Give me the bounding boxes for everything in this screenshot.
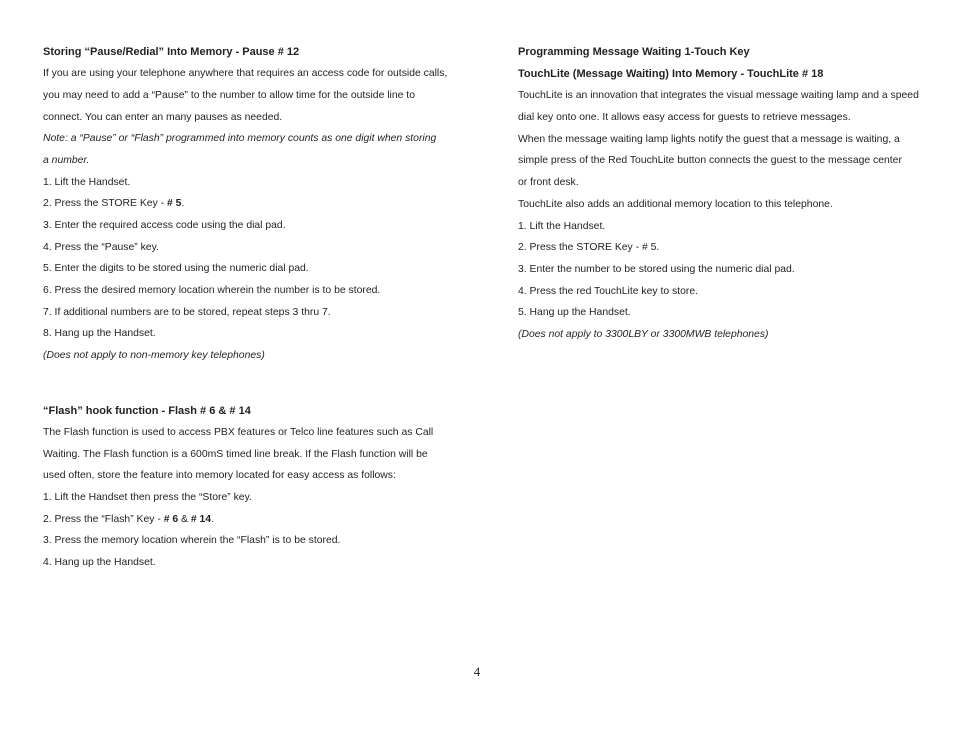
flash-step-2-suffix: . [211,513,214,525]
left-column [43,41,463,574]
flash-step-3: 3. Press the memory location wherein the “Flash” is to be stored. [43,535,341,547]
touchlite-step-1: 1. Lift the Handset. [518,220,606,232]
pause-step-1: 1. Lift the Handset. [43,176,131,188]
pause-intro-line-2: you may need to add a “Pause” to the number to allow time for the outside line to [43,89,415,101]
flash-intro-line-2: Waiting. The Flash function is a 600mS timed line break. If the Flash function will be [43,448,428,460]
flash-step-4: 4. Hang up the Handset. [43,557,156,569]
section-spacer [43,367,463,400]
flash-intro-line-3: used often, store the feature into memory located for easy access as follows: [43,470,396,482]
pause-step-2-prefix: 2. Press the STORE Key - [43,198,167,210]
pause-step-7: 7. If additional numbers are to be stored, repeat steps 3 thru 7. [43,306,331,318]
pause-step-2 [43,193,463,215]
touchlite-step-2: 2. Press the STORE Key - # 5. [518,242,660,254]
pause-step-5: 5. Enter the digits to be stored using the numeric dial pad. [43,263,309,275]
touchlite-step-5: 5. Hang up the Handset. [518,307,631,319]
right-column [518,41,918,346]
page-number: 4 [473,664,481,679]
touchlite-heading-2: TouchLite (Message Waiting) Into Memory - TouchLite # 18 [518,68,824,81]
touchlite-footnote: (Does not apply to 3300LBY or 3300MWB telephones) [518,328,769,340]
touchlite-step-4: 4. Press the red TouchLite key to store. [518,285,699,297]
pause-step-3: 3. Enter the required access code using the dial pad. [43,220,286,231]
touchlite-body-line-3: When the message waiting lamp lights notify the guest that a message is waiting, a [518,133,900,145]
pause-step-2-suffix: . [181,198,185,210]
pause-section-heading: Storing “Pause/Redial” Into Memory - Pause # 12 [43,46,300,58]
pause-step-8: 8. Hang up the Handset. [43,328,156,340]
flash-step-2-key-1: # 6 [163,513,179,525]
touchlite-body-line-2: dial key onto one. It allows easy access for guests to retrieve messages. [518,112,851,124]
pause-step-6: 6. Press the desired memory location wherein the number is to be stored. [43,285,381,297]
flash-step-2-prefix: 2. Press the “Flash” Key - [43,513,164,525]
touchlite-heading-1: Programming Message Waiting 1-Touch Key [518,46,750,58]
pause-note-line-2: a number. [43,154,90,166]
flash-step-2-mid: & [178,513,191,525]
pause-step-4: 4. Press the “Pause” key. [43,241,159,253]
touchlite-body-line-5: or front desk. [518,177,579,189]
touchlite-body-line-1: TouchLite is an innovation that integrates the visual message waiting lamp and a speed [518,90,919,102]
flash-step-2 [43,509,463,531]
flash-step-1: 1. Lift the Handset then press the “Store” key. [43,492,252,504]
pause-step-2-key: # 5 [166,198,182,210]
flash-intro-line-1: The Flash function is used to access PBX features or Telco line features such as Call [43,427,434,438]
flash-section-heading: “Flash” hook function - Flash # 6 & # 14 [43,404,251,417]
flash-step-2-key-2: # 14 [190,513,212,525]
touchlite-body-line-6: TouchLite also adds an additional memory location to this telephone. [518,198,833,210]
pause-footnote: (Does not apply to non-memory key telephones) [43,350,265,362]
pause-intro-line-3: connect. You can enter an many pauses as needed. [43,111,283,123]
touchlite-step-3: 3. Enter the number to be stored using the numeric dial pad. [518,263,795,275]
pause-note-line-1: Note: a “Pause” or “Flash” programmed into memory counts as one digit when storing [43,133,437,145]
touchlite-body-line-4: simple press of the Red TouchLite button connects the guest to the message center [518,155,902,167]
pause-intro-line-1: If you are using your telephone anywhere that requires an access code for outside calls, [43,68,448,80]
